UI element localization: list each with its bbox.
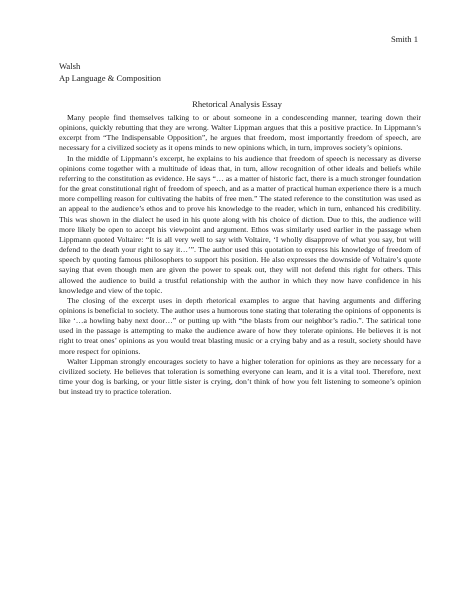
running-head: Smith 1 <box>391 34 418 44</box>
paragraph-body-tone: The closing of the excerpt uses in depth rhetorical examples to argue that having arguments and differing opinions is beneficial to society. The author uses a humorous tone stating that tolerating the opinions of opponents is like ‘…a howling baby next door…” or putting up with “the blasts from our neighbor’s radio.”. The satirical tone used in the passage is attempting to make the audience aware of how they tolerate opinions. He believes it is not right to treat ones’ opinions as you would treat blasting music or a crying baby and as a result, society should have more respect for opinions. <box>59 295 421 356</box>
header-block <box>59 61 419 84</box>
essay-title: Rhetorical Analysis Essay <box>192 99 282 109</box>
paragraph-body-ethos: In the middle of Lippmann’s excerpt, he explains to his audience that freedom of speech is necessary as diverse opinions come together with a multitude of ideas that, in turn, allow recognition of other ideals and beliefs while referring to the constitution as evidence. He says “… as a matter of historic fact, there is a much stronger foundation for the great constitutional right of freedom of speech, and as a matter of practical human experience there is a much more compelling reason for cultivating the habits of free men.” The stated reference to the constitution was used as an appeal to the audience’s ethos and to prove his knowledge to the reader, which in turn, enhanced his credibility. This was shown in the dialect he used in his quote along with his choice of diction. Due to this, the audience will more likely be open to accept his viewpoint and argument. Ethos was similarly used earlier in the passage when Lippmann quoted Voltaire: “It is all very well to say with Voltaire, ‘I wholly disapprove of what you say, but will defend to the death your right to say it…’”. The author used this quotation to express his knowledge of freedom of speech by quoting famous philosophers to support his position. He also expresses the downside of Voltaire’s quote saying that even though men are given the power to speak out, they will not defend this right for others. This allowed the audience to build a trustful relationship with the author in which they now have confidence in his knowledge and view of the topic. <box>59 153 421 295</box>
teacher-name: Walsh <box>59 61 81 71</box>
course-name: Ap Language & Composition <box>59 72 161 83</box>
paragraph-conclusion: Walter Lippman strongly encourages society to have a higher toleration for opinions as they are necessary for a civilized society. He believes that toleration is something everyone can learn, and it is a vital tool. Therefore, next time your dog is barking, or your little sister is crying, don’t think of how you felt listening to someone’s opinion but instead try to practice toleration. <box>59 356 421 397</box>
paragraph-introduction: Many people find themselves talking to or about someone in a condescending manner, tearing down their opinions, quickly rebutting that they are wrong. Walter Lippman argues that this a positive practice. In Lippmann’s excerpt from “The Indispensable Opposition”, he argues that freedom, most importantly freedom of speech, are necessary for a civilized society as it opens minds to new opinions which, in turn, improves society’s opinions. <box>59 113 421 153</box>
essay-body <box>59 113 421 397</box>
